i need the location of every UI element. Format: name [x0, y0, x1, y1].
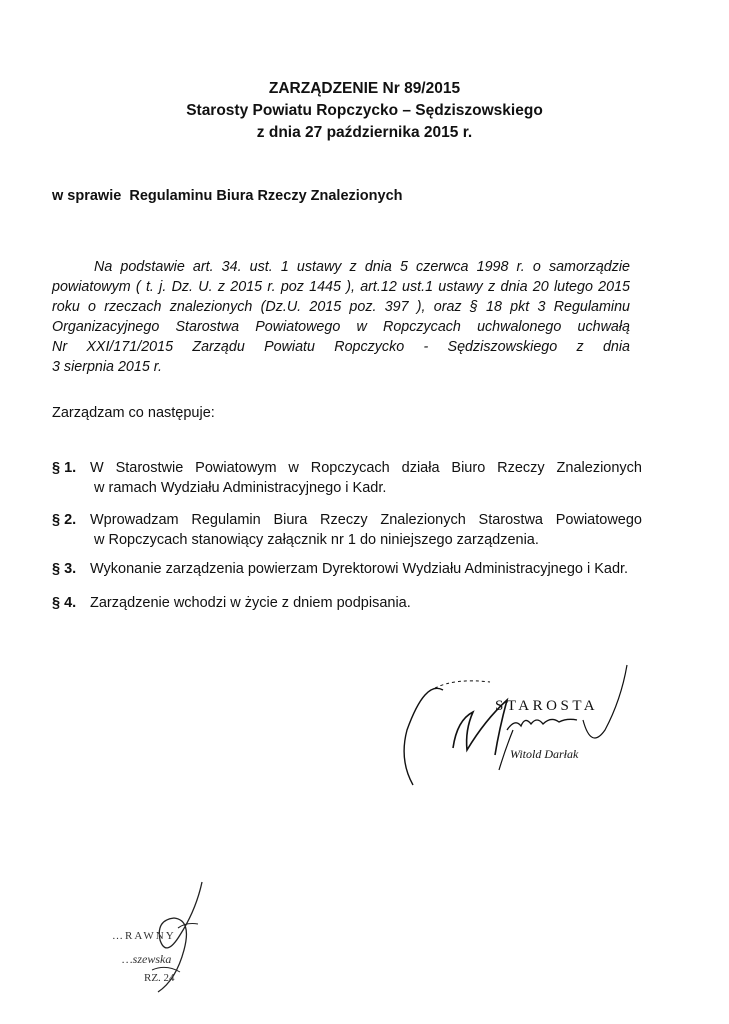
stamp-text-line: …RAWNY: [112, 930, 176, 942]
stamp-text-line: …szewska: [122, 952, 172, 966]
decree-intro: Zarządzam co następuje:: [52, 405, 215, 421]
paragraph-2: [52, 510, 642, 550]
paragraph-number: § 3.: [52, 561, 77, 577]
signature-title: STAROSTA: [495, 698, 599, 714]
document-subject: w sprawie Regulaminu Biura Rzeczy Znalezionych: [52, 188, 403, 204]
paragraph-number: § 2.: [52, 512, 77, 528]
document-issuer: Starosty Powiatu Ropczycko – Sędziszowskiego: [186, 102, 543, 119]
paragraph-text: W Starostwie Powiatowym w Ropczycach działa Biuro Rzeczy Znalezionych: [90, 460, 642, 476]
legal-basis-line: roku o rzeczach znalezionych (Dz.U. 2015 poz. 397 ), oraz § 18 pkt 3 Regulaminu: [52, 299, 630, 315]
document-header: [0, 78, 729, 144]
legal-basis-line: 3 sierpnia 2015 r.: [52, 359, 162, 375]
paragraph-4: [52, 593, 642, 613]
signature-block: [395, 660, 645, 800]
legal-advisor-stamp: [100, 880, 280, 1000]
paragraph-text: Wykonanie zarządzenia powierzam Dyrektorowi Wydziału Administracyjnego i Kadr.: [90, 561, 629, 577]
paragraph-1: [52, 458, 642, 498]
legal-basis-line: Nr XXI/171/2015 Zarządu Powiatu Ropczycko - Sędziszowskiego z dnia: [52, 339, 630, 355]
paragraph-number: § 4.: [52, 595, 77, 611]
handwritten-signature-icon: [395, 660, 645, 800]
paragraph-text-continued: w Ropczycach stanowiący załącznik nr 1 do niniejszego zarządzenia.: [94, 532, 539, 548]
paragraph-3: [52, 559, 692, 579]
legal-basis-line: Na podstawie art. 34. ust. 1 ustawy z dnia 5 czerwca 1998 r. o samorządzie: [94, 259, 630, 275]
paragraph-text: Wprowadzam Regulamin Biura Rzeczy Znalezionych Starostwa Powiatowego: [90, 512, 642, 528]
legal-basis-line: Organizacyjnego Starostwa Powiatowego w Ropczycach uchwalonego uchwałą: [52, 319, 630, 335]
paragraph-text-continued: w ramach Wydziału Administracyjnego i Kadr.: [94, 480, 387, 496]
legal-basis-line: powiatowym ( t. j. Dz. U. z 2015 r. poz 1445 ), art.12 ust.1 ustawy z dnia 20 lutego 2015: [52, 279, 630, 295]
document-title: ZARZĄDZENIE Nr 89/2015: [268, 80, 461, 97]
stamp-text-line: RZ. 24: [144, 972, 175, 984]
paragraph-number: § 1.: [52, 460, 77, 476]
document-date: z dnia 27 października 2015 r.: [256, 124, 473, 141]
legal-basis: [52, 257, 630, 377]
signature-name: Witold Darłak: [510, 747, 579, 761]
paragraph-text: Zarządzenie wchodzi w życie z dniem podpisania.: [90, 595, 411, 611]
